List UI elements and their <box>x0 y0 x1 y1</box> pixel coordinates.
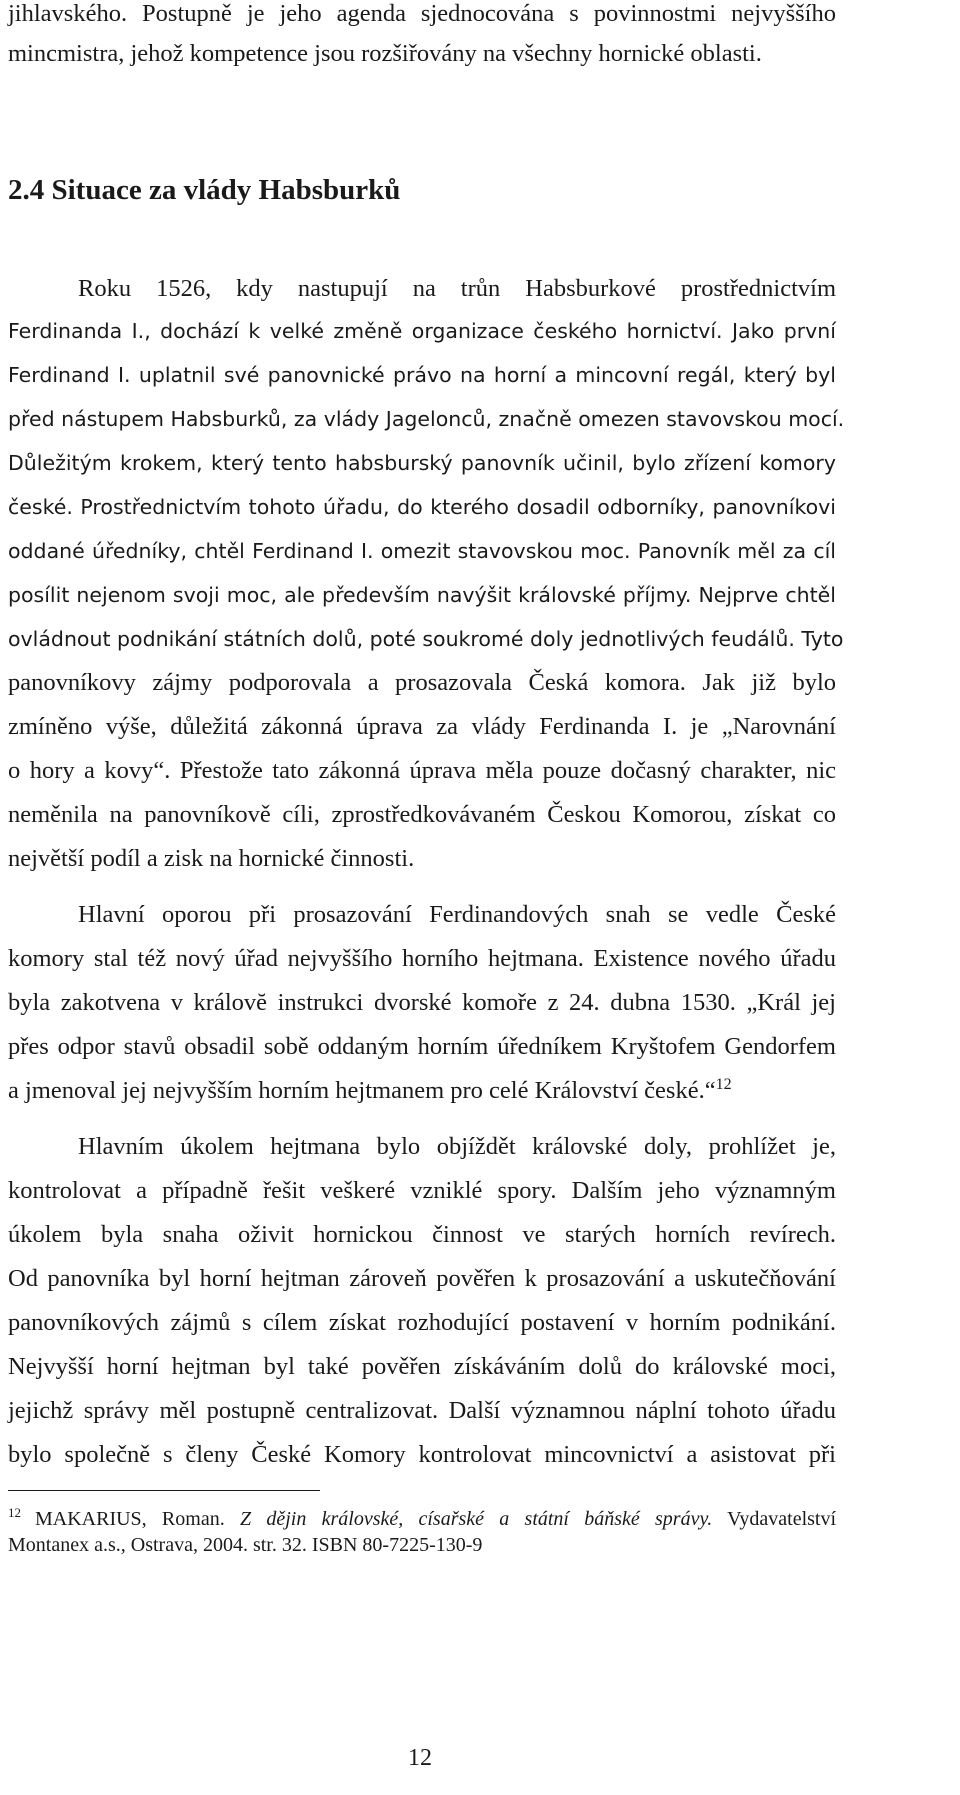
footnote-title: Z dějin královské, císařské a státní báňské správy. <box>239 1508 713 1530</box>
footnote-publisher: Vydavatelství <box>727 1508 837 1530</box>
text-line: neměnila na panovníkově cíli, zprostředkovávaném Českou Komorou, získat co <box>8 801 836 828</box>
page-number: 12 <box>408 1745 432 1771</box>
text-line: Důležitým krokem, který tento habsburský panovník učinil, bylo zřízení komory <box>8 451 836 475</box>
text-line: jejichž správy měl postupně centralizovat. Další významnou náplní tohoto úřadu <box>8 1397 836 1424</box>
text-line: o hory a kovy“. Přestože tato zákonná úprava měla pouze dočasný charakter, nic <box>8 757 836 784</box>
text-line: bylo společně s členy České Komory kontrolovat mincovnictví a asistovat při <box>8 1441 836 1468</box>
text-line: panovníkových zájmů s cílem získat rozhodující postavení v horním podnikání. <box>8 1309 836 1336</box>
text-line <box>8 1071 836 1111</box>
text-line: Ferdinand I. uplatnil své panovnické právo na horní a mincovní regál, který byl <box>8 363 836 387</box>
text-line: české. Prostřednictvím tohoto úřadu, do kterého dosadil odborníky, panovníkovi <box>8 495 836 519</box>
footnote-reference[interactable]: 12 <box>715 1075 732 1093</box>
text-line: panovníkovy zájmy podporovala a prosazovala Česká komora. Jak již bylo <box>8 669 836 696</box>
text-line: Ferdinanda I., dochází k velké změně organizace českého hornictví. Jako první <box>8 319 836 343</box>
footnote-separator <box>8 1490 320 1491</box>
text-line: největší podíl a zisk na hornické činnosti. <box>8 845 415 872</box>
text-line: úkolem byla snaha oživit hornickou činnost ve starých horních revírech. <box>8 1221 836 1248</box>
text-line: Roku 1526, kdy nastupují na trůn Habsburkové prostřednictvím <box>78 275 836 302</box>
text-line: Hlavní oporou při prosazování Ferdinandových snah se vedle České <box>78 901 836 928</box>
section-heading: 2.4 Situace za vlády Habsburků <box>8 174 401 206</box>
text-line: ovládnout podnikání státních dolů, poté soukromé doly jednotlivých feudálů. Tyto <box>8 627 844 651</box>
text-line: Hlavním úkolem hejtmana bylo objíždět královské doly, prohlížet je, <box>78 1133 836 1160</box>
text-line: před nástupem Habsburků, za vlády Jagelonců, značně omezen stavovskou mocí. <box>8 407 845 431</box>
footnote-number: 12 <box>8 1505 21 1521</box>
footnote-line: Montanex a.s., Ostrava, 2004. str. 32. ISBN 80-7225-130-9 <box>8 1534 483 1556</box>
text-line: posílit nejenom svoji moc, ale především navýšit královské příjmy. Nejprve chtěl <box>8 583 836 607</box>
text-line: oddané úředníky, chtěl Ferdinand I. omezit stavovskou moc. Panovník měl za cíl <box>8 539 836 563</box>
text-line: kontrolovat a případně řešit veškeré vzniklé spory. Dalším jeho významným <box>8 1177 836 1204</box>
text-line: zmíněno výše, důležitá zákonná úprava za vlády Ferdinanda I. je „Narovnání <box>8 713 836 740</box>
text-line: Od panovníka byl horní hejtman zároveň pověřen k prosazování a uskutečňování <box>8 1265 836 1292</box>
text-line: byla zakotvena v královĕ instrukci dvorské komoře z 24. dubna 1530. „Král jej <box>8 989 836 1016</box>
footnote-author: MAKARIUS, Roman. <box>35 1508 225 1530</box>
text-line: Nejvyšší horní hejtman byl také pověřen získáváním dolů do královské moci, <box>8 1353 836 1380</box>
quote-text: a jmenoval jej nejvyšším horním hejtmanem pro celé Království české.“ <box>8 1077 716 1104</box>
text-line: komory stal též nový úřad nejvyššího horního hejtmana. Existence nového úřadu <box>8 945 836 972</box>
text-line: přes odpor stavů obsadil sobě oddaným horním úředníkem Kryštofem Gendorfem <box>8 1033 836 1060</box>
intro-line: jihlavského. Postupně je jeho agenda sjednocována s povinnostmi nejvyššího <box>8 0 836 27</box>
intro-line: mincmistra, jehož kompetence jsou rozšiřovány na všechny hornické oblasti. <box>8 40 762 67</box>
